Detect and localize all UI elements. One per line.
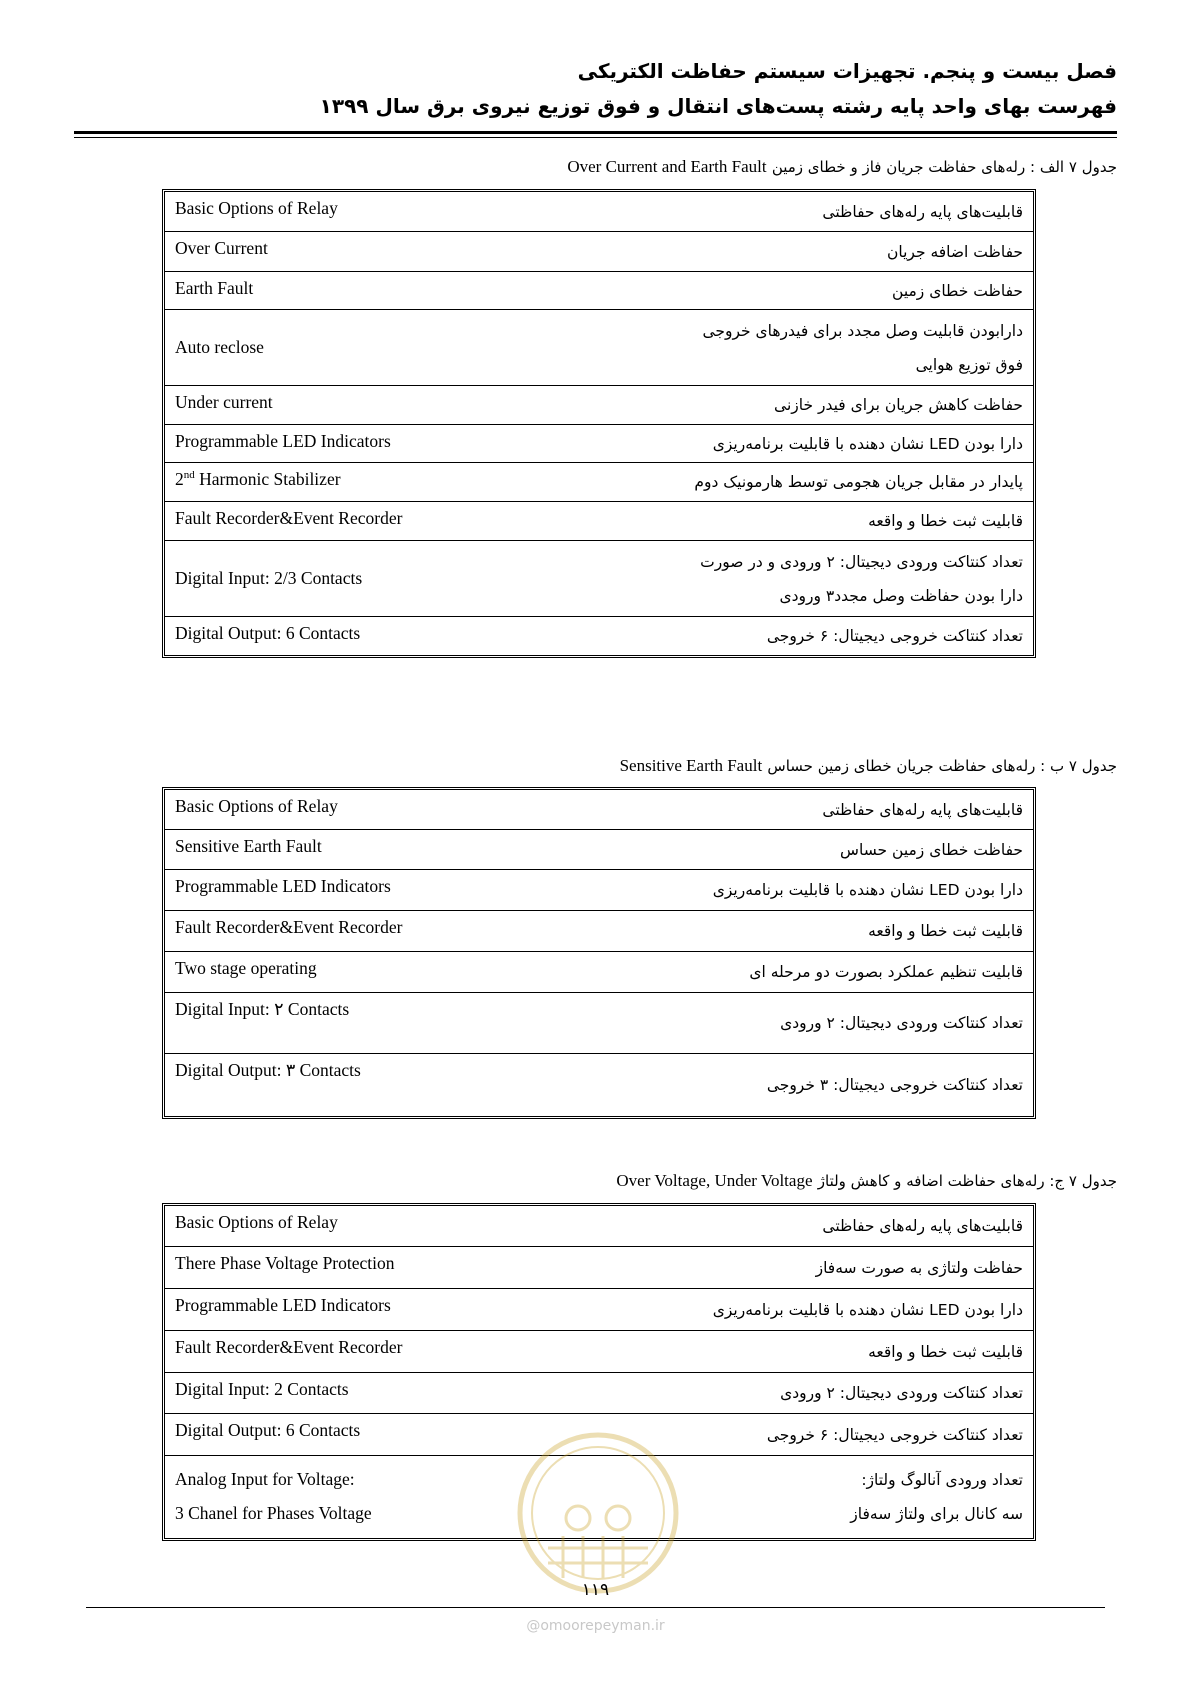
row-en: Digital Input: 2 Contacts xyxy=(165,1373,564,1414)
row-en: Two stage operating xyxy=(165,952,564,993)
table-b xyxy=(162,787,1036,1119)
row-fa-line1: دارابودن قابلیت وصل مجدد برای فیدرهای خروجی xyxy=(702,321,1023,340)
row-fa: قابلیت‌های پایه رله‌های حفاظتی xyxy=(564,790,1033,830)
row-en: Fault Recorder&Event Recorder xyxy=(165,911,564,952)
row-en: Digital Output: ۳ Contacts xyxy=(175,1060,361,1080)
page-header xyxy=(74,56,1117,122)
row-en: Digital Input: ۲ Contacts xyxy=(165,993,564,1054)
row-en: Under current xyxy=(165,386,564,425)
row-en xyxy=(165,463,564,502)
table-row xyxy=(165,1247,1033,1289)
row-fa-line1: تعداد ورودی آنالوگ ولتاژ: xyxy=(861,1471,1023,1489)
row-en: Sensitive Earth Fault xyxy=(165,830,564,870)
row-fa: حفاظت کاهش جریان برای فیدر خازنی xyxy=(564,386,1033,425)
table-row xyxy=(165,272,1033,310)
table-row xyxy=(165,386,1033,425)
row-en: Programmable LED Indicators xyxy=(165,870,564,911)
row-en: Digital Output: 6 Contacts xyxy=(165,1414,564,1456)
chapter-title: فصل بیست و پنجم. تجهیزات سیستم حفاظت الکتریکی xyxy=(577,59,1117,83)
row-fa: حفاظت اضافه جریان xyxy=(564,232,1033,272)
row-fa: حفاظت ولتاژی به صورت سه‌فاز xyxy=(564,1247,1033,1289)
table-row xyxy=(165,1331,1033,1373)
row-en-line2: 3 Chanel for Phases Voltage xyxy=(175,1503,372,1523)
row-fa xyxy=(564,310,1033,386)
table-row xyxy=(165,502,1033,541)
table-row xyxy=(165,232,1033,272)
row-fa: تعداد کنتاکت ورودی دیجیتال: ۲ ورودی xyxy=(564,993,1033,1054)
header-rule-thin xyxy=(74,137,1117,138)
site-watermark: @omoorepeyman.ir xyxy=(526,1618,665,1634)
row-en xyxy=(165,1456,564,1538)
row-fa: قابلیت‌های پایه رله‌های حفاظتی xyxy=(564,1206,1033,1247)
footer-rule xyxy=(86,1607,1105,1608)
row-fa: تعداد کنتاکت خروجی دیجیتال: ۶ خروجی xyxy=(564,1414,1033,1456)
row-fa: پایدار در مقابل جریان هجومی توسط هارمونیک دوم xyxy=(564,463,1033,502)
table-row xyxy=(165,952,1033,993)
row-fa: قابلیت‌های پایه رله‌های حفاظتی xyxy=(564,192,1033,232)
row-fa: دارا بودن LED نشان دهنده با قابلیت برنامه‌ریزی xyxy=(564,870,1033,911)
row-en: Digital Output: 6 Contacts xyxy=(175,623,361,643)
row-fa xyxy=(564,541,1033,617)
table-b-caption xyxy=(74,754,1117,778)
row-en: Programmable LED Indicators xyxy=(165,425,564,463)
table-row xyxy=(165,830,1033,870)
row-fa: قابلیت ثبت خطا و واقعه xyxy=(564,911,1033,952)
table-c-caption-en: Over Voltage, Under Voltage xyxy=(616,1171,813,1190)
row-en: Programmable LED Indicators xyxy=(165,1289,564,1331)
table-row xyxy=(165,790,1033,830)
row-en-text: Harmonic Stabilizer xyxy=(194,469,341,489)
table-a-caption xyxy=(74,155,1117,179)
table-c-caption-fa: جدول ۷ ج: رله‌های حفاظت اضافه و کاهش ولتاژ xyxy=(817,1172,1117,1190)
table-row xyxy=(165,1206,1033,1247)
header-rule-thick xyxy=(74,131,1117,134)
row-fa: تعداد کنتاکت ورودی دیجیتال: ۲ ورودی xyxy=(564,1373,1033,1414)
table-row xyxy=(165,310,1033,386)
table-row xyxy=(165,617,1033,655)
document-title: فهرست بهای واحد پایه رشته پست‌های انتقال و فوق توزیع نیروی برق سال ۱۳۹۹ xyxy=(319,94,1117,118)
table-b-caption-fa: جدول ۷ ب : رله‌های حفاظت جریان خطای زمین حساس xyxy=(767,757,1117,775)
row-fa-line2: سه کانال برای ولتاژ سه‌فاز xyxy=(850,1505,1023,1523)
table-b-caption-en: Sensitive Earth Fault xyxy=(619,756,763,775)
row-fa: قابلیت تنظیم عملکرد بصورت دو مرحله ای xyxy=(564,952,1033,993)
row-fa: تعداد کنتاکت خروجی دیجیتال: ۶ خروجی xyxy=(766,627,1023,645)
row-en: Fault Recorder&Event Recorder xyxy=(165,502,564,541)
row-fa: حفاظت خطای زمین حساس xyxy=(564,830,1033,870)
row-en: Basic Options of Relay xyxy=(165,192,564,232)
table-row xyxy=(165,463,1033,502)
row-en-line1: Analog Input for Voltage: xyxy=(175,1469,355,1489)
table-row xyxy=(165,1373,1033,1414)
table-row xyxy=(165,870,1033,911)
row-fa: قابلیت ثبت خطا و واقعه xyxy=(564,502,1033,541)
table-c-caption xyxy=(74,1169,1117,1193)
row-fa: دارا بودن LED نشان دهنده با قابلیت برنامه‌ریزی xyxy=(564,425,1033,463)
table-row xyxy=(165,192,1033,232)
table-a-caption-en: Over Current and Earth Fault xyxy=(567,157,767,176)
row-fa-line1: تعداد کنتاکت ورودی دیجیتال: ۲ ورودی و در صورت xyxy=(700,552,1023,571)
table-row xyxy=(165,425,1033,463)
row-en: Auto reclose xyxy=(165,310,564,386)
ordinal-suffix: nd xyxy=(183,469,195,482)
table-row xyxy=(165,993,1033,1054)
table-row xyxy=(165,911,1033,952)
row-en: Fault Recorder&Event Recorder xyxy=(165,1331,564,1373)
table-row xyxy=(165,541,1033,617)
row-fa: حفاظت خطای زمین xyxy=(564,272,1033,310)
row-fa: قابلیت ثبت خطا و واقعه xyxy=(564,1331,1033,1373)
table-row xyxy=(165,1289,1033,1331)
row-en: Over Current xyxy=(165,232,564,272)
table-a-caption-fa: جدول ۷ الف : رله‌های حفاظت جریان فاز و خطای زمین xyxy=(771,158,1117,176)
row-fa: تعداد کنتاکت خروجی دیجیتال: ۳ خروجی xyxy=(766,1076,1023,1094)
ordinal-number: 2 xyxy=(175,469,184,489)
row-fa-line2: دارا بودن حفاظت وصل مجدد۳ ورودی xyxy=(779,586,1023,605)
row-en: There Phase Voltage Protection xyxy=(165,1247,564,1289)
page-number: ۱۱۹ xyxy=(581,1580,610,1600)
row-en: Basic Options of Relay xyxy=(165,1206,564,1247)
table-a xyxy=(162,189,1036,658)
row-en: Earth Fault xyxy=(165,272,564,310)
row-en: Digital Input: 2/3 Contacts xyxy=(165,541,564,617)
table-row xyxy=(165,1054,1033,1116)
row-en: Basic Options of Relay xyxy=(165,790,564,830)
row-fa-line2: فوق توزیع هوایی xyxy=(915,355,1023,374)
row-fa: دارا بودن LED نشان دهنده با قابلیت برنامه‌ریزی xyxy=(564,1289,1033,1331)
